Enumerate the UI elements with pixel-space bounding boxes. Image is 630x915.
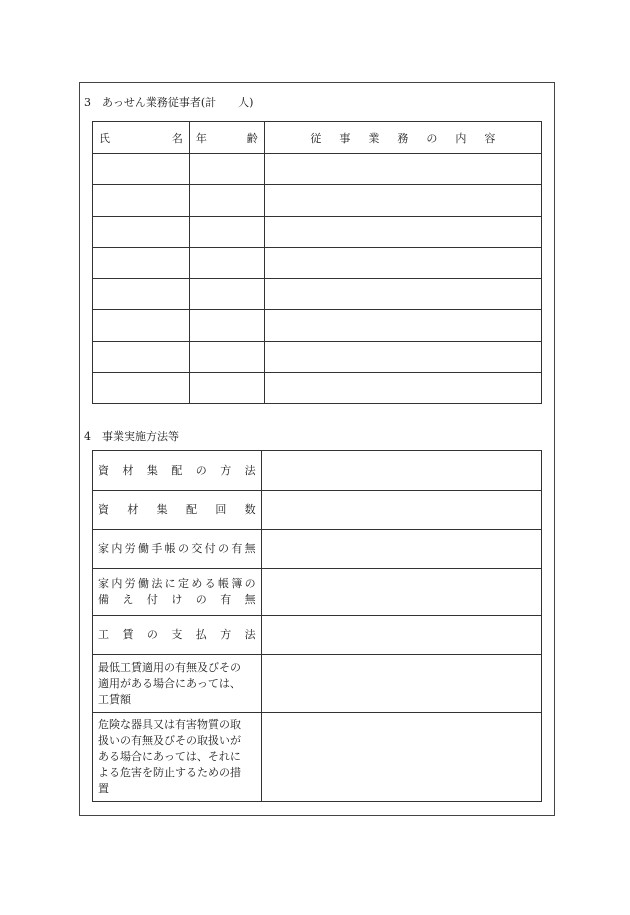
- age-cell[interactable]: [189, 341, 264, 372]
- label-line: 工賃額: [98, 692, 131, 706]
- name-cell[interactable]: [93, 247, 190, 278]
- business-method-table: [92, 450, 542, 802]
- age-cell[interactable]: [189, 310, 264, 341]
- business-method-value[interactable]: [261, 713, 541, 802]
- workers-table: [92, 121, 542, 404]
- workers-table-row: [93, 154, 542, 185]
- age-cell[interactable]: [189, 216, 264, 247]
- business-method-label: [93, 616, 262, 655]
- business-method-label: [93, 451, 262, 491]
- duties-cell[interactable]: [264, 341, 541, 372]
- name-cell[interactable]: [93, 310, 190, 341]
- name-cell[interactable]: [93, 373, 190, 404]
- label-line: 工賃の支払方法: [98, 628, 256, 641]
- name-cell[interactable]: [93, 185, 190, 216]
- business-method-row: [93, 530, 542, 569]
- name-header: [93, 122, 190, 154]
- business-method-value[interactable]: [261, 530, 541, 569]
- workers-table-row: [93, 341, 542, 372]
- business-method-label: [93, 713, 262, 802]
- business-method-label: [93, 655, 262, 713]
- name-header-left: 氏: [99, 131, 110, 145]
- workers-table-header: [93, 122, 542, 154]
- age-cell[interactable]: [189, 279, 264, 310]
- label-line: 家内労働手帳の交付の有無: [98, 542, 256, 555]
- duties-cell[interactable]: [264, 154, 541, 185]
- label-line: よる危害を防止するための措: [98, 766, 241, 779]
- label-line: 扱いの有無及びその取扱いが: [98, 734, 241, 747]
- workers-table-row: [93, 279, 542, 310]
- workers-table-row: [93, 247, 542, 278]
- age-header-left: 年: [195, 131, 207, 145]
- label-line: 危険な器具又は有害物質の取: [98, 718, 241, 731]
- label-line: 適用がある場合にあっては、: [98, 676, 241, 690]
- workers-table-row: [93, 310, 542, 341]
- age-cell[interactable]: [189, 185, 264, 216]
- name-cell[interactable]: [93, 154, 190, 185]
- business-method-value[interactable]: [261, 655, 541, 713]
- name-header-right: 名: [171, 131, 183, 145]
- duties-cell[interactable]: [264, 185, 541, 216]
- section-4-heading: 4 事業実施方法等: [84, 430, 179, 443]
- label-line: 備え付けの有無: [98, 593, 256, 606]
- label-line: 置: [98, 782, 109, 795]
- label-line: 資材集配の方法: [98, 463, 256, 477]
- label-line: ある場合にあっては、それに: [98, 750, 241, 763]
- business-method-row: [93, 616, 542, 655]
- section-3-heading: 3 あっせん業務従事者(計 人): [84, 96, 254, 109]
- business-method-label: [93, 569, 262, 616]
- age-header: [189, 122, 264, 154]
- name-cell[interactable]: [93, 341, 190, 372]
- business-method-row: [93, 569, 542, 616]
- duties-cell[interactable]: [264, 216, 541, 247]
- business-method-label: [93, 530, 262, 569]
- age-cell[interactable]: [189, 154, 264, 185]
- business-method-value[interactable]: [261, 451, 541, 491]
- business-method-value[interactable]: [261, 569, 541, 616]
- duties-cell[interactable]: [264, 373, 541, 404]
- name-cell[interactable]: [93, 216, 190, 247]
- business-method-row: [93, 655, 542, 713]
- business-method-row: [93, 713, 542, 802]
- workers-table-row: [93, 373, 542, 404]
- workers-table-row: [93, 216, 542, 247]
- duties-header: 従事業務の内容: [264, 122, 541, 154]
- age-cell[interactable]: [189, 373, 264, 404]
- business-method-row: [93, 491, 542, 530]
- duties-cell[interactable]: [264, 247, 541, 278]
- business-method-value[interactable]: [261, 491, 541, 530]
- duties-cell[interactable]: [264, 279, 541, 310]
- business-method-value[interactable]: [261, 616, 541, 655]
- label-line: 資 材 集 配 回 数: [98, 503, 256, 516]
- workers-table-row: [93, 185, 542, 216]
- name-cell[interactable]: [93, 279, 190, 310]
- business-method-row: [93, 451, 542, 491]
- duties-cell[interactable]: [264, 310, 541, 341]
- age-header-right: 齢: [246, 131, 258, 145]
- label-line: 最低工賃適用の有無及びその: [98, 660, 241, 674]
- age-cell[interactable]: [189, 247, 264, 278]
- label-line: 家内労働法に定める帳簿の: [98, 577, 256, 590]
- business-method-label: [93, 491, 262, 530]
